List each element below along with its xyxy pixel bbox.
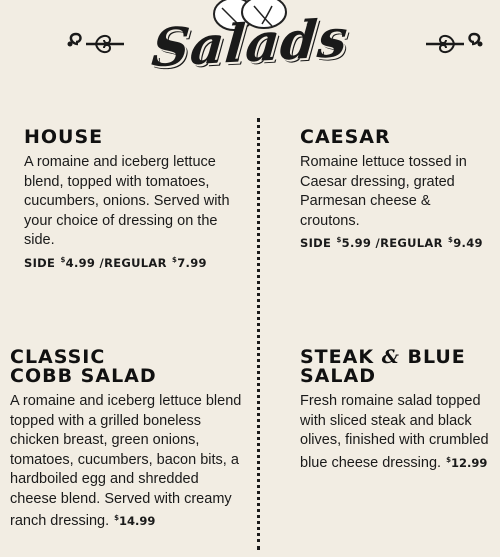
item-name	[300, 128, 490, 147]
currency-symbol: $	[446, 455, 451, 464]
price-line	[300, 236, 490, 250]
item-name-word-blue: BLUE	[407, 346, 466, 368]
item-description-text: Fresh romaine salad topped with sliced steak and black olives, finished with crumbled blue cheese dressing.	[300, 393, 489, 471]
item-name-line1: CLASSIC	[10, 346, 106, 368]
currency-symbol: $	[60, 255, 66, 264]
ampersand: &	[381, 346, 400, 368]
page-title: Salads	[149, 7, 351, 80]
item-description: A romaine and iceberg lettuce blend, topped with tomatoes, cucumbers, onions. Served with your choice of dressing on the side.	[24, 154, 230, 248]
currency-symbol: $	[114, 514, 120, 522]
menu-item-house	[24, 128, 244, 270]
regular-price: 9.49	[453, 236, 483, 250]
menu-item-steak-blue-salad	[300, 348, 490, 473]
regular-label: REGULAR	[380, 236, 443, 250]
item-name	[10, 348, 248, 386]
price-line	[24, 256, 244, 270]
price-value: 12.99	[450, 455, 488, 470]
side-label: SIDE	[300, 236, 332, 250]
side-label: SIDE	[24, 255, 56, 270]
item-name-text: HOUSE	[24, 126, 104, 148]
menu-header	[0, 0, 500, 95]
item-description-text: A romaine and iceberg lettuce blend topped with a grilled boneless chicken breast, green onions, tomatoes, cucumbers, bacon bits, a hardboiled egg and shredded cheese blend. Served with creamy ranch dressing.	[10, 393, 242, 529]
item-name	[300, 348, 490, 386]
flourish-left-icon	[66, 28, 126, 58]
item-description: Romaine lettuce tossed in Caesar dressing, grated Parmesan cheese & croutons.	[300, 154, 467, 229]
item-name	[24, 128, 244, 147]
regular-price: 7.99	[177, 255, 207, 270]
currency-symbol: $	[336, 236, 342, 244]
item-description	[10, 392, 248, 532]
menu-item-caesar	[300, 128, 490, 250]
menu-item-cobb-salad	[10, 348, 248, 532]
item-name-word-steak: STEAK	[300, 346, 375, 368]
item-price	[445, 456, 487, 470]
currency-symbol: $	[172, 255, 178, 264]
item-name-line2: COBB SALAD	[10, 365, 157, 387]
column-divider	[257, 118, 260, 550]
item-name-text: CAESAR	[300, 126, 391, 148]
side-price: 4.99	[65, 255, 96, 270]
item-description	[300, 392, 490, 473]
currency-symbol: $	[448, 236, 454, 244]
flourish-right-icon	[424, 28, 484, 58]
price-separator: /	[99, 255, 105, 270]
price-separator: /	[375, 236, 381, 250]
item-price	[113, 514, 155, 528]
side-price: 5.99	[341, 236, 372, 250]
item-name-line2: SALAD	[300, 365, 376, 387]
regular-label: REGULAR	[104, 255, 167, 270]
price-value: 14.99	[119, 514, 156, 528]
